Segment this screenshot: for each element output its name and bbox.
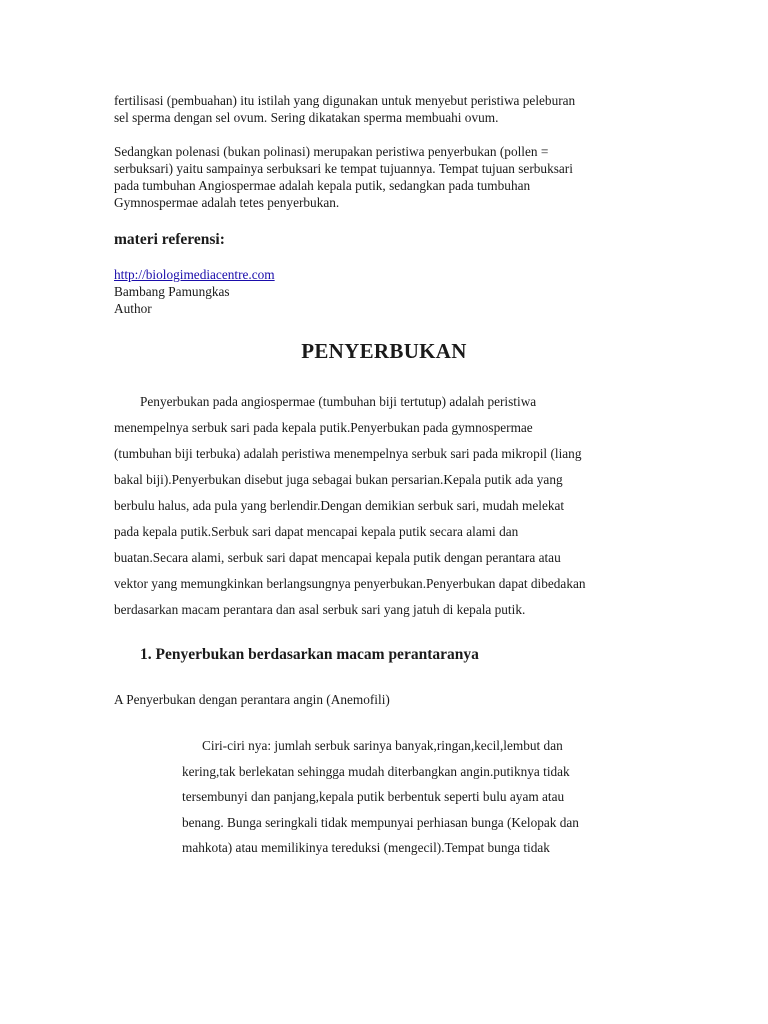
author-name: Bambang Pamungkas [114, 284, 230, 299]
text-line: menempelnya serbuk sari pada kepala putik.Penyerbukan pada gymnospermae [114, 420, 533, 435]
paragraph-ciri-ciri [182, 733, 642, 861]
text-line: pada kepala putik.Serbuk sari dapat mencapai kepala putik secara alami dan [114, 524, 519, 539]
subsection-heading: A Penyerbukan dengan perantara angin (Anemofili) [114, 692, 390, 707]
text-line: Sedangkan polenasi (bukan polinasi) merupakan peristiwa penyerbukan (pollen = [114, 144, 549, 159]
text-line: serbuksari) yaitu sampainya serbuksari ke tempat tujuannya. Tempat tujuan serbuksari [114, 161, 573, 176]
text-line: (tumbuhan biji terbuka) adalah peristiwa menempelnya serbuk sari pada mikropil (liang [114, 446, 582, 461]
reference-link[interactable]: http://biologimediacentre.com [114, 267, 275, 282]
text-line: pada tumbuhan Angiospermae adalah kepala putik, sedangkan pada tumbuhan [114, 178, 531, 193]
page-title: PENYERBUKAN [301, 339, 467, 363]
text-line: Gymnospermae adalah tetes penyerbukan. [114, 195, 340, 210]
text-line: benang. Bunga seringkali tidak mempunyai perhiasan bunga (Kelopak dan [182, 814, 579, 830]
text-line: berbulu halus, ada pula yang berlendir.Dengan demikian serbuk sari, mudah melekat [114, 498, 565, 513]
text-line: mahkota) atau memilikinya tereduksi (mengecil).Tempat bunga tidak [182, 840, 550, 855]
text-line: Ciri-ciri nya: jumlah serbuk sarinya banyak,ringan,kecil,lembut dan [202, 738, 563, 753]
text-line: buatan.Secara alami, serbuk sari dapat mencapai kepala putik dengan perantara atau [114, 550, 561, 565]
paragraph-penyerbukan [114, 389, 654, 623]
text-line: kering,tak berlekatan sehingga mudah diterbangkan angin.putiknya tidak [182, 763, 570, 779]
text-line: vektor yang memungkinkan berlangsungnya penyerbukan.Penyerbukan dapat dibedakan [114, 576, 586, 591]
reference-block [114, 266, 654, 317]
text-line: bakal biji).Penyerbukan disebut juga sebagai bukan persarian.Kepala putik ada yang [114, 472, 563, 487]
text-line: fertilisasi (pembuahan) itu istilah yang digunakan untuk menyebut peristiwa peleburan [114, 93, 576, 108]
section-heading: 1. Penyerbukan berdasarkan macam perantaranya [140, 646, 479, 663]
text-line: tersembunyi dan panjang,kepala putik berbentuk seperti bulu ayam atau [182, 789, 565, 804]
text-line: Penyerbukan pada angiospermae (tumbuhan biji tertutup) adalah peristiwa [140, 394, 537, 409]
author-role: Author [114, 301, 152, 316]
paragraph-fertilisasi [114, 92, 654, 126]
text-line: berdasarkan macam perantara dan asal serbuk sari yang jatuh di kepala putik. [114, 602, 526, 617]
paragraph-polenasi [114, 143, 654, 211]
reference-heading: materi referensi: [114, 231, 225, 248]
text-line: sel sperma dengan sel ovum. Sering dikatakan sperma membuahi ovum. [114, 110, 499, 125]
